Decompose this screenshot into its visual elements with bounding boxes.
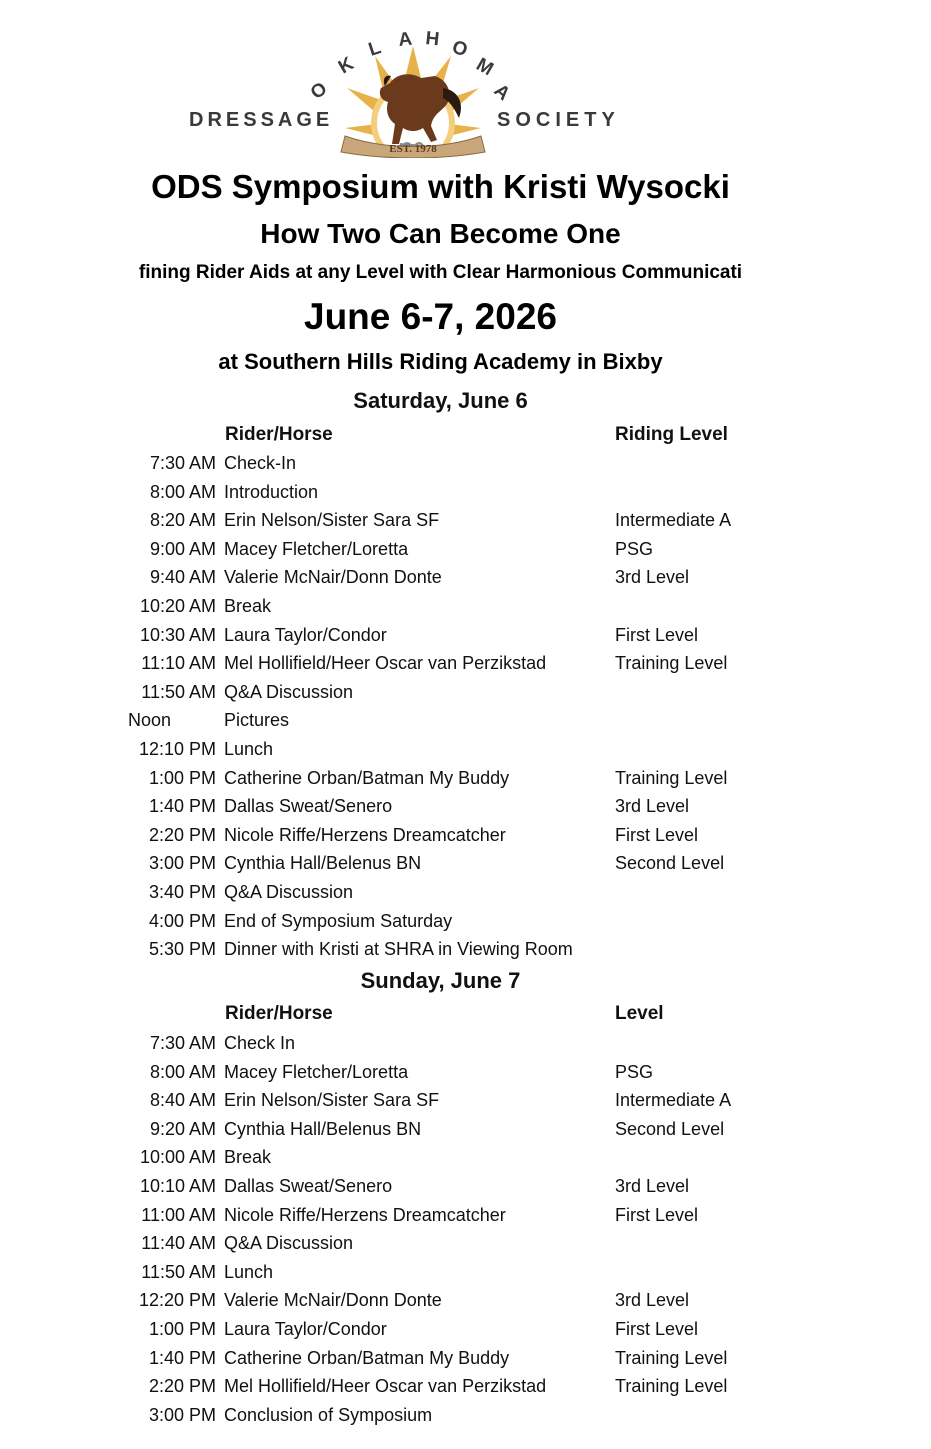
svg-text:L: L: [366, 37, 384, 61]
schedule-level: 3rd Level: [615, 1176, 690, 1196]
schedule-rider-horse: Dallas Sweat/Senero: [224, 796, 393, 817]
schedule-time: 3:00 PM: [148, 853, 216, 874]
schedule-time: 9:40 AM: [149, 567, 216, 588]
schedule-rider-horse: Nicole Riffe/Herzens Dreamcatcher: [224, 1204, 506, 1225]
schedule-time: 10:10 AM: [139, 1176, 216, 1196]
schedule-row: [0, 1119, 931, 1147]
schedule-row: [0, 796, 931, 824]
schedule-row: [0, 1062, 931, 1090]
schedule-time: 3:40 PM: [148, 882, 216, 902]
schedule-time: 12:10 PM: [138, 739, 216, 759]
schedule-rider-horse: Cynthia Hall/Belenus BN: [224, 1118, 422, 1139]
page-subtitle: How Two Can Become One: [260, 218, 621, 249]
schedule-rider-horse: Break: [224, 1147, 272, 1168]
schedule-rider-horse: End of Symposium Saturday: [224, 910, 453, 931]
event-date: June 6-7, 2026: [304, 296, 557, 337]
logo-graphic: [185, 28, 640, 158]
schedule-time: 3:00 PM: [148, 1404, 216, 1425]
schedule-level: First Level: [615, 1204, 699, 1225]
event-venue: at Southern Hills Riding Academy in Bixby: [218, 349, 663, 374]
svg-text:K: K: [335, 53, 358, 79]
schedule-rider-horse: Mel Hollifield/Heer Oscar van Perzikstad: [224, 653, 547, 674]
schedule-time: 2:20 PM: [148, 824, 216, 845]
schedule-row: [0, 1348, 931, 1376]
schedule-time: 10:00 AM: [139, 1147, 216, 1168]
schedule-time: 9:00 AM: [149, 538, 216, 559]
schedule-row: [0, 1205, 931, 1233]
page-tagline: fining Rider Aids at any Level with Clear Harmonious Communicati: [138, 262, 743, 283]
schedule-time: 1:40 PM: [148, 1347, 216, 1368]
schedule-rider-horse: Q&A Discussion: [224, 1233, 354, 1254]
schedule-time: 8:40 AM: [149, 1090, 216, 1111]
schedule-rider-horse: Valerie McNair/Donn Donte: [224, 567, 442, 588]
schedule-level: Training Level: [615, 1347, 728, 1368]
schedule-level: Training Level: [615, 767, 728, 788]
schedule-level: First Level: [615, 624, 699, 645]
logo-right-text: SOCIETY: [497, 109, 620, 131]
schedule-level: Second Level: [615, 1118, 725, 1139]
schedule-rider-horse: Cynthia Hall/Belenus BN: [224, 853, 422, 874]
schedule-level: Intermediate A: [615, 1090, 732, 1111]
schedule-rider-horse: Introduction: [224, 481, 319, 502]
schedule-level: 3rd Level: [615, 796, 690, 817]
schedule-level: PSG: [615, 1061, 654, 1082]
schedule-row: [0, 1033, 931, 1061]
schedule-rider-horse: Laura Taylor/Condor: [224, 624, 387, 645]
schedule-row: [0, 1290, 931, 1318]
schedule-row: [0, 1090, 931, 1118]
schedule-row: [0, 739, 931, 767]
schedule-level: First Level: [615, 1319, 699, 1339]
schedule-time: Noon: [128, 710, 172, 731]
schedule-level: First Level: [615, 824, 699, 845]
schedule-rider-horse: Conclusion of Symposium: [224, 1404, 433, 1425]
schedule-time: 2:20 PM: [148, 1376, 216, 1397]
schedule-time: 8:00 AM: [149, 481, 216, 502]
schedule-level: 3rd Level: [615, 567, 690, 588]
schedule-rider-horse: Erin Nelson/Sister Sara SF: [224, 510, 440, 531]
sunday-col-rider: Rider/Horse: [225, 1003, 333, 1024]
schedule-row: [0, 1262, 931, 1290]
schedule-rider-horse: Mel Hollifield/Heer Oscar van Perzikstad: [224, 1376, 547, 1397]
schedule-row: [0, 911, 931, 939]
schedule-rider-horse: Check-In: [224, 453, 297, 473]
schedule-level: 3rd Level: [615, 1290, 690, 1311]
schedule-rider-horse: Nicole Riffe/Herzens Dreamcatcher: [224, 824, 506, 845]
schedule-rider-horse: Catherine Orban/Batman My Buddy: [224, 1347, 510, 1368]
schedule-row: [0, 1319, 931, 1347]
schedule-time: 7:30 AM: [149, 1033, 216, 1053]
schedule-row: [0, 510, 931, 538]
schedule-level: PSG: [615, 538, 654, 559]
schedule-rider-horse: Valerie McNair/Donn Donte: [224, 1290, 442, 1311]
sunday-col-level: Level: [615, 1003, 664, 1024]
schedule-rider-horse: Q&A Discussion: [224, 882, 354, 902]
schedule-time: 8:20 AM: [149, 510, 216, 531]
schedule-rider-horse: Catherine Orban/Batman My Buddy: [224, 767, 510, 788]
schedule-row: [0, 596, 931, 624]
schedule-row: [0, 482, 931, 510]
page-title: ODS Symposium with Kristi Wysocki: [151, 168, 730, 205]
schedule-rider-horse: Macey Fletcher/Loretta: [224, 1061, 409, 1082]
schedule-row: [0, 1147, 931, 1175]
sunday-heading: Sunday, June 7: [360, 968, 521, 993]
schedule-rider-horse: Lunch: [224, 739, 274, 759]
schedule-rider-horse: Dallas Sweat/Senero: [224, 1176, 393, 1196]
schedule-rider-horse: Dinner with Kristi at SHRA in Viewing Room: [224, 939, 573, 960]
schedule-level: Intermediate A: [615, 510, 732, 531]
schedule-row: [0, 453, 931, 481]
schedule-row: [0, 1176, 931, 1204]
schedule-level: Second Level: [615, 853, 725, 874]
schedule-time: 1:40 PM: [148, 796, 216, 817]
schedule-time: 7:30 AM: [149, 453, 216, 473]
schedule-time: 1:00 PM: [148, 767, 216, 788]
schedule-rider-horse: Check In: [224, 1033, 296, 1053]
oklahoma-dressage-society-logo: [185, 28, 640, 158]
schedule-time: 11:40 AM: [141, 1233, 216, 1254]
schedule-level: Training Level: [615, 1376, 728, 1397]
svg-text:O: O: [306, 78, 332, 104]
schedule-time: 5:30 PM: [148, 939, 216, 960]
schedule-row: [0, 539, 931, 567]
schedule-rider-horse: Erin Nelson/Sister Sara SF: [224, 1090, 440, 1111]
schedule-row: [0, 939, 931, 967]
schedule-time: 10:30 AM: [139, 624, 216, 645]
schedule-row: [0, 882, 931, 910]
svg-text:O: O: [449, 36, 471, 62]
schedule-row: [0, 1405, 931, 1433]
schedule-time: 11:10 AM: [141, 653, 216, 674]
schedule-rider-horse: Laura Taylor/Condor: [224, 1319, 387, 1339]
schedule-row: [0, 825, 931, 853]
schedule-row: [0, 567, 931, 595]
saturday-heading: Saturday, June 6: [353, 388, 528, 413]
schedule-row: [0, 1376, 931, 1404]
schedule-rider-horse: Break: [224, 596, 272, 616]
saturday-col-rider: Rider/Horse: [225, 424, 333, 445]
schedule-time: 11:50 AM: [141, 681, 216, 702]
schedule-row: [0, 853, 931, 881]
svg-text:A: A: [397, 28, 414, 51]
schedule-row: [0, 682, 931, 710]
svg-text:H: H: [424, 28, 441, 51]
schedule-time: 10:20 AM: [139, 596, 216, 616]
logo-left-text: DRESSAGE: [189, 109, 334, 131]
schedule-rider-horse: Macey Fletcher/Loretta: [224, 538, 409, 559]
schedule-row: [0, 1233, 931, 1261]
schedule-rider-horse: Lunch: [224, 1261, 274, 1282]
schedule-row: [0, 710, 931, 738]
logo-est-text: EST. 1978: [389, 143, 437, 155]
svg-text:M: M: [472, 54, 497, 81]
schedule-rider-horse: Q&A Discussion: [224, 681, 354, 702]
schedule-row: [0, 768, 931, 796]
schedule-time: 4:00 PM: [148, 910, 216, 931]
schedule-row: [0, 625, 931, 653]
saturday-col-level: Riding Level: [615, 424, 728, 445]
svg-text:A: A: [489, 80, 514, 105]
schedule-time: 11:50 AM: [141, 1261, 216, 1282]
schedule-row: [0, 653, 931, 681]
schedule-level: Training Level: [615, 653, 728, 674]
schedule-time: 1:00 PM: [148, 1319, 216, 1339]
schedule-time: 11:00 AM: [141, 1204, 216, 1225]
schedule-time: 12:20 PM: [138, 1290, 216, 1311]
schedule-time: 8:00 AM: [149, 1061, 216, 1082]
schedule-time: 9:20 AM: [149, 1118, 216, 1139]
schedule-rider-horse: Pictures: [224, 710, 290, 731]
